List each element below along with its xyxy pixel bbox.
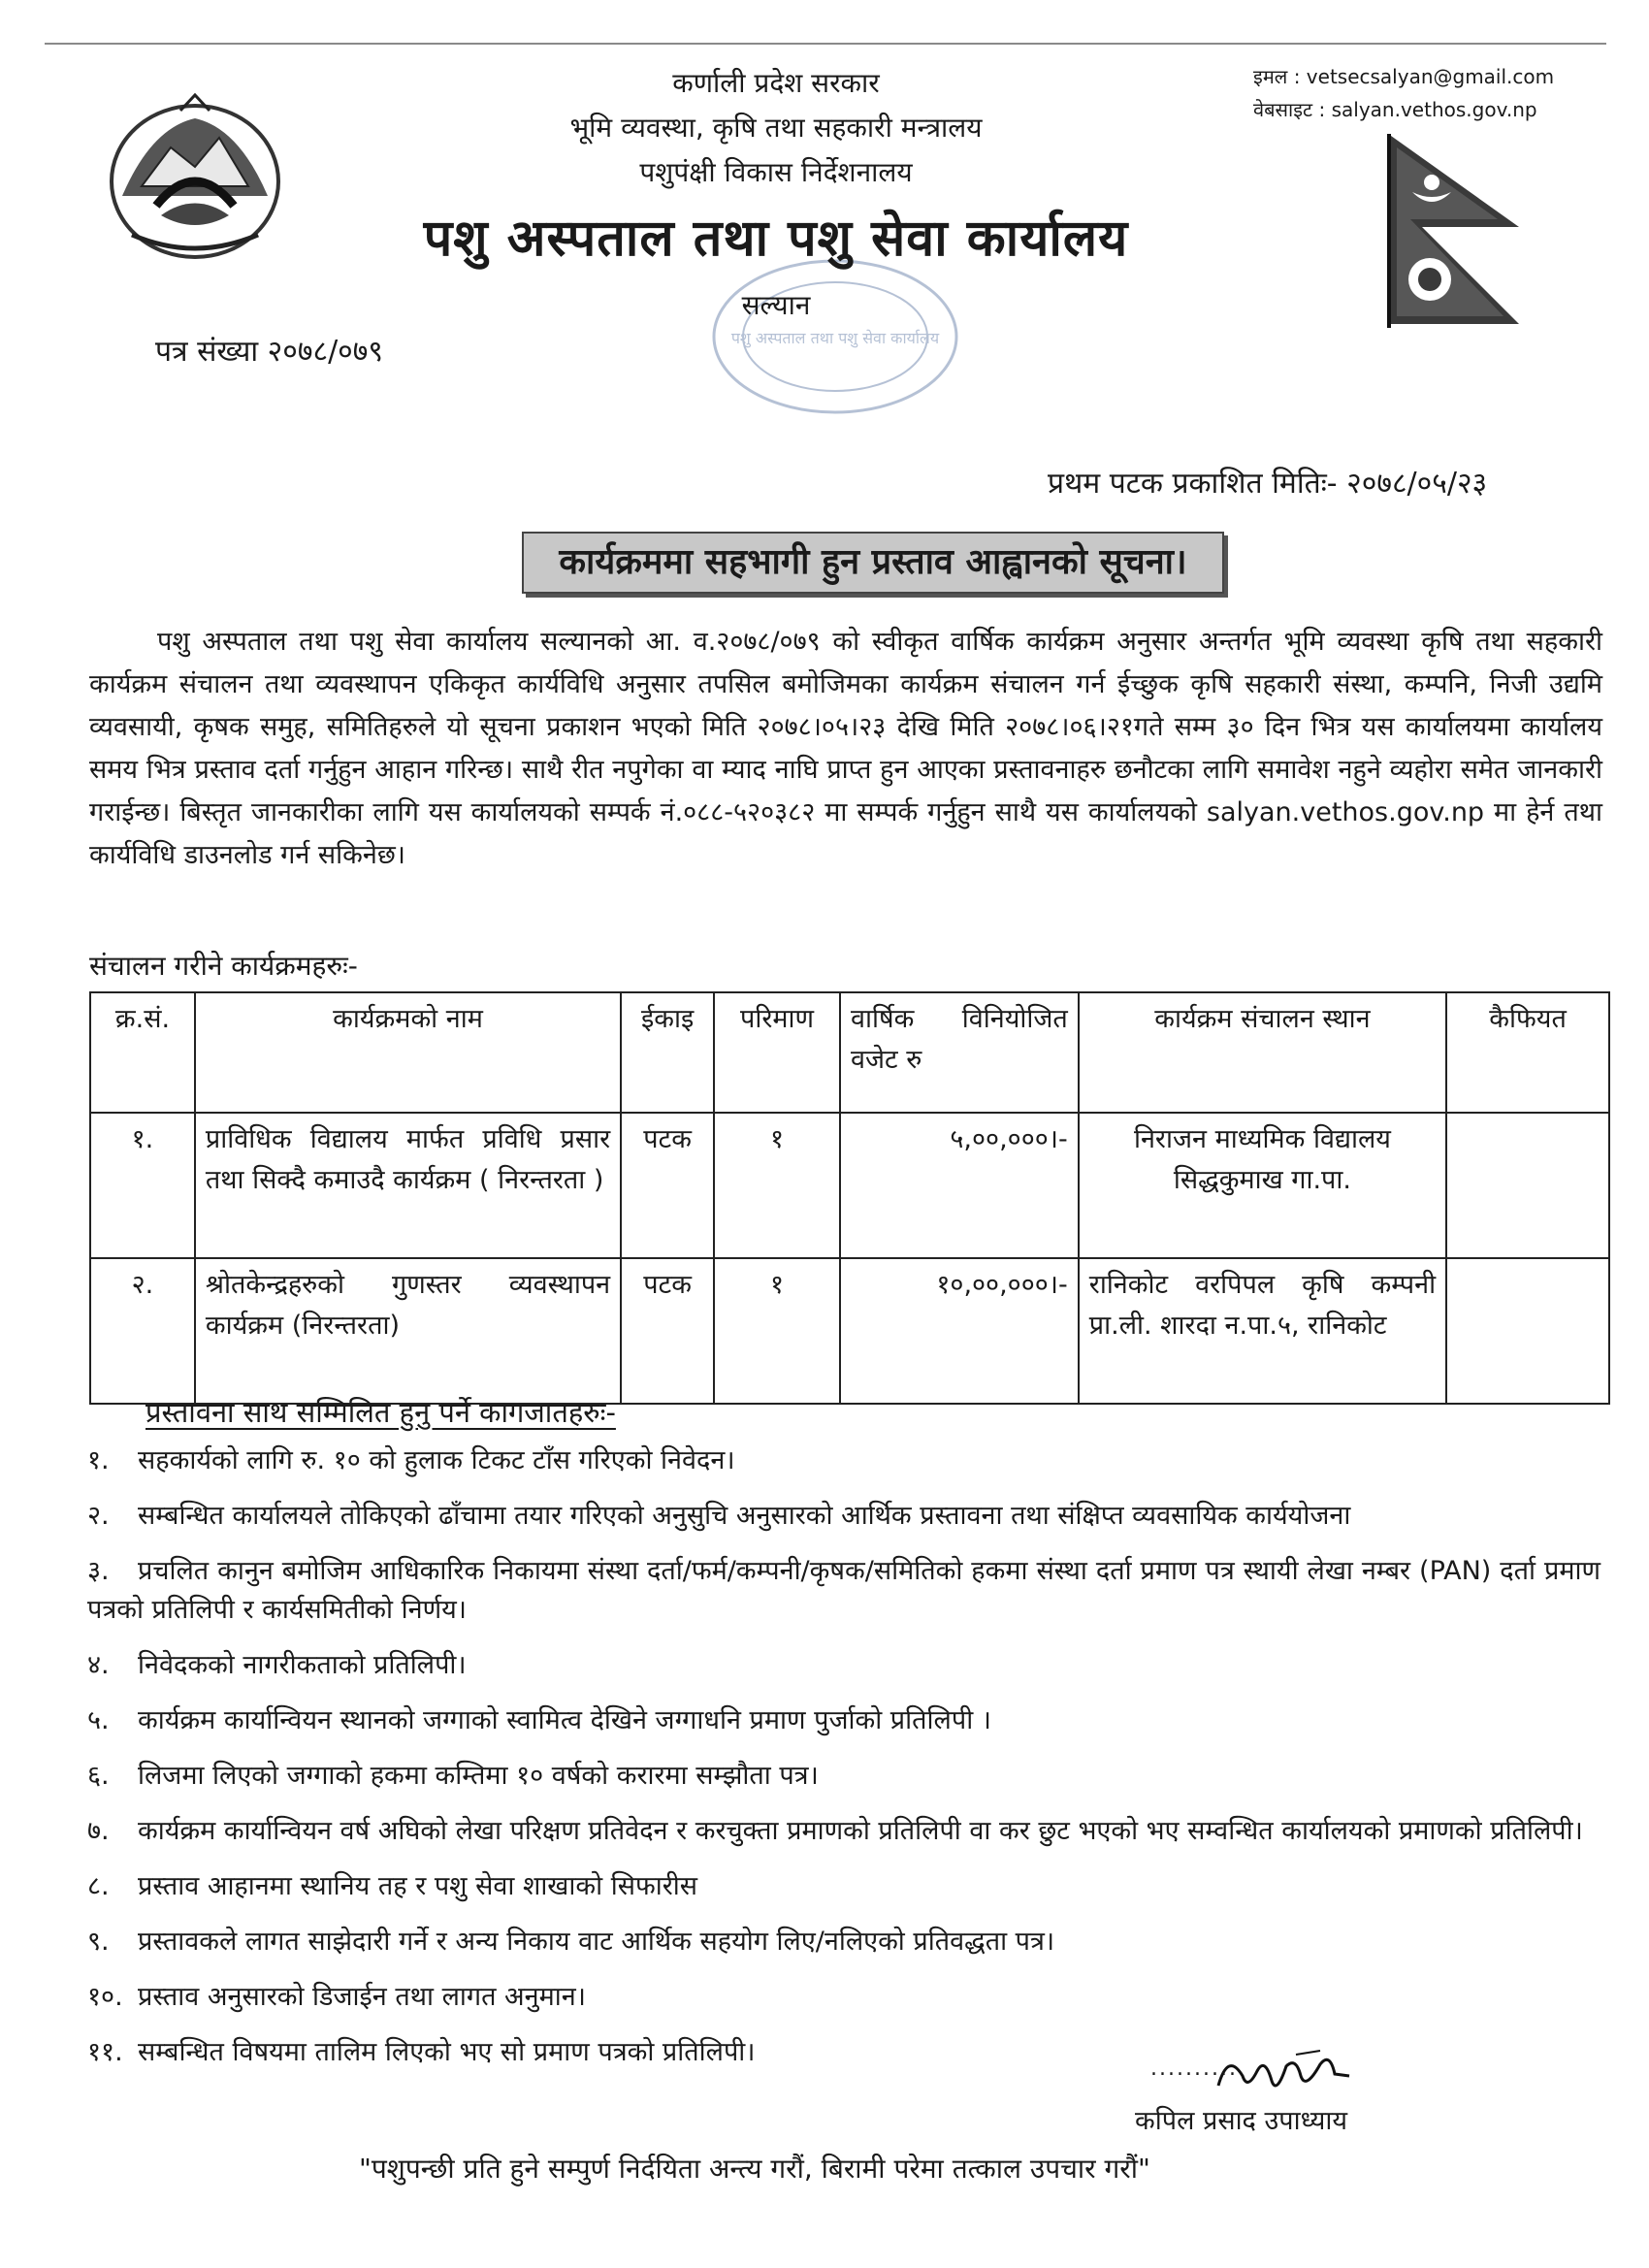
top-divider (45, 43, 1606, 45)
contact-info (1253, 60, 1554, 126)
item-number: ५. (87, 1705, 110, 1735)
list-item (87, 1442, 1600, 1480)
item-text: प्रस्तावकले लागत साझेदारी गर्ने र अन्य निकाय वाट आर्थिक सहयोग लिए/नलिएको प्रतिवद्धता पत्र। (138, 1927, 1055, 1957)
col-header-sn: क्र.सं. (90, 992, 195, 1113)
stamp-text: पशु अस्पताल तथा पशु सेवा कार्यालय (730, 329, 940, 347)
table-row (90, 1258, 1609, 1404)
item-number: १०. (87, 1982, 123, 2012)
item-number: १. (87, 1445, 110, 1475)
cell-quantity: १ (714, 1258, 840, 1404)
publish-date: प्रथम पटक प्रकाशित मितिः- २०७८/०५/२३ (1048, 467, 1488, 501)
cell-program-name: प्राविधिक विद्यालय मार्फत प्रविधि प्रसार तथा सिक्दै कमाउदै कार्यक्रम ( निरन्तरता ) (195, 1113, 621, 1258)
list-item (87, 1812, 1600, 1851)
item-text: निवेदकको नागरीकताको प्रतिलिपी। (138, 1650, 467, 1680)
cell-program-name: श्रोतकेन्द्रहरुको गुणस्तर व्यवस्थापन कार्यक्रम (निरन्तरता) (195, 1258, 621, 1404)
ministry-line-2: भूमि व्यवस्था, कृषि तथा सहकारी मन्त्रालय (569, 112, 983, 144)
table-header-row (90, 992, 1609, 1113)
government-emblem-icon (103, 89, 287, 264)
col-header-quantity: परिमाण (714, 992, 840, 1113)
list-item (87, 1701, 1600, 1740)
item-text: कार्यक्रम कार्यान्वियन वर्ष अघिको लेखा परिक्षण प्रतिवेदन र करचुक्ता प्रमाणको प्रतिलिपी वा कर छुट भएको भए सम्वन्धित कार्यालयको प्रमाणको प्रतिलिपी। (138, 1816, 1583, 1846)
email-label: इमल : (1253, 65, 1301, 88)
list-item (87, 1978, 1600, 2017)
reference-number: पत्र संख्या २०७८/०७९ (155, 335, 383, 369)
list-item (87, 1867, 1600, 1906)
item-number: ६. (87, 1761, 110, 1791)
list-item (87, 1923, 1600, 1961)
notice-body: पशु अस्पताल तथा पशु सेवा कार्यालय सल्यानको आ. व.२०७८/०७९ को स्वीकृत वार्षिक कार्यक्रम अनुसार अन्तर्गत भूमि व्यवस्था कृषि तथा सहकारी कार्यक्रम संचालन तथा व्यवस्थापन एकिकृत कार्यविधि अनुसार तपसिल बमोजिमका कार्यक्रम संचालन गर्न ईच्छुक कृषि सहकारी संस्था, कम्पनि, निजी उद्यमि व्यवसायी, कृषक समुह, समितिहरुले यो सूचना प्रकाशन भएको मिति २०७८।०५।२३ देखि मिति २०७८।०६।२१गते सम्म ३० दिन भित्र यस कार्यालयमा कार्यालय समय भित्र प्रस्ताव दर्ता गर्नुहुन आहान गरिन्छ। साथै रीत नपुगेका वा म्याद नाघि प्राप्त हुन आएका प्रस्तावनाहरु छनौटका लागि समावेश नहुने व्यहोरा समेत जानकारी गराईन्छ। बिस्तृत जानकारीका लागि यस कार्यालयको सम्पर्क नं.०८८-५२०३८२ मा सम्पर्क गर्नुहुन साथै यस कार्यालयको salyan.vethos.gov.np मा हेर्न तथा कार्यविधि डाउनलोड गर्न सकिनेछ। (89, 627, 1602, 870)
programs-label: संचालन गरीने कार्यक्रमहरुः- (89, 950, 358, 982)
office-stamp-icon (704, 254, 966, 419)
cell-budget: ५,००,०००।- (840, 1113, 1079, 1258)
signatory-name: कपिल प्रसाद उपाध्याय (1135, 2106, 1348, 2136)
ministry-line-1: कर्णाली प्रदेश सरकार (672, 67, 880, 99)
cell-location: रानिकोट वरपिपल कृषि कम्पनी प्रा.ली. शारदा न.पा.५, रानिकोट (1079, 1258, 1446, 1404)
notice-title: कार्यक्रममा सहभागी हुन प्रस्ताव आह्वानको सूचना। (522, 532, 1224, 594)
item-number: ९. (87, 1927, 110, 1957)
item-number: २. (87, 1501, 110, 1531)
item-text: प्रचलित कानुन बमोजिम आधिकारिक निकायमा संस्था दर्ता/फर्म/कम्पनी/कृषक/समितिको हकमा संस्था दर्ता प्रमाण पत्र स्थायी लेखा नम्बर (PAN) दर्ता प्रमाण पत्रको प्रतिलिपी र कार्यसमितीको निर्णय। (87, 1556, 1600, 1625)
cell-location: निराजन माध्यमिक विद्यालय सिद्धकुमाख गा.पा. (1079, 1113, 1446, 1258)
list-item (87, 1497, 1600, 1536)
list-item (87, 1757, 1600, 1796)
table-row (90, 1113, 1609, 1258)
col-header-budget: वार्षिक विनियोजित वजेट रु (840, 992, 1079, 1113)
email-address[interactable]: vetsecsalyan@gmail.com (1306, 65, 1555, 88)
cell-remarks (1446, 1113, 1609, 1258)
item-text: लिजमा लिएको जग्गाको हकमा कम्तिमा १० वर्षको करारमा सम्झौता पत्र। (138, 1761, 819, 1791)
website-label: वेबसाइट : (1253, 98, 1326, 121)
list-item (87, 1552, 1600, 1630)
item-text: सम्बन्धित कार्यालयले तोकिएको ढाँचामा तयार गरिएको अनुसुचि अनुसारको आर्थिक प्रस्तावना तथा संक्षिप्त व्यवसायिक कार्ययोजना (138, 1501, 1351, 1531)
ministry-line-3: पशुपंक्षी विकास निर्देशनालय (639, 156, 913, 188)
nepal-flag-icon (1383, 134, 1529, 328)
col-header-remarks: कैफियत (1446, 992, 1609, 1113)
cell-unit: पटक (621, 1113, 714, 1258)
col-header-unit: ईकाइ (621, 992, 714, 1113)
item-text: प्रस्ताव अनुसारको डिजाईन तथा लागत अनुमान। (138, 1982, 587, 2012)
documents-heading: प्रस्तावना साथ सम्मिलित हुनु पर्ने कागजातहरुः- (146, 1396, 616, 1429)
documents-list (87, 1442, 1600, 2089)
footer-quote: "पशुपन्छी प्रति हुने सम्पुर्ण निर्दयिता अन्त्य गरौं, बिरामी परेमा तत्काल उपचार गरौं" (359, 2153, 1150, 2185)
item-text: सम्बन्धित विषयमा तालिम लिएको भए सो प्रमाण पत्रको प्रतिलिपी। (138, 2037, 756, 2067)
office-title: पशु अस्पताल तथा पशु सेवा कार्यालय (423, 209, 1129, 268)
cell-quantity: १ (714, 1113, 840, 1258)
item-number: ७. (87, 1816, 110, 1846)
item-number: ११. (87, 2037, 123, 2067)
item-text: कार्यक्रम कार्यान्वियन स्थानको जग्गाको स्वामित्व देखिने जग्गाधनि प्रमाण पुर्जाको प्रतिलिपी । (138, 1705, 992, 1735)
district-name: सल्यान (741, 289, 811, 321)
cell-sn: १. (90, 1113, 195, 1258)
item-text: सहकार्यको लागि रु. १० को हुलाक टिकट टाँस गरिएको निवेदन। (138, 1445, 735, 1475)
col-header-program-name: कार्यक्रमको नाम (195, 992, 621, 1113)
list-item (87, 1646, 1600, 1685)
cell-budget: १०,००,०००।- (840, 1258, 1079, 1404)
program-table (89, 991, 1610, 1405)
item-number: ८. (87, 1871, 110, 1901)
item-number: ४. (87, 1650, 110, 1680)
signature-line: .......... (1150, 2057, 1238, 2081)
item-text: प्रस्ताव आहानमा स्थानिय तह र पशु सेवा शाखाको सिफारीस (138, 1871, 698, 1901)
cell-unit: पटक (621, 1258, 714, 1404)
cell-sn: २. (90, 1258, 195, 1404)
item-number: ३. (87, 1556, 110, 1586)
cell-remarks (1446, 1258, 1609, 1404)
col-header-location: कार्यक्रम संचालन स्थान (1079, 992, 1446, 1113)
website-link[interactable]: salyan.vethos.gov.np (1331, 98, 1537, 121)
